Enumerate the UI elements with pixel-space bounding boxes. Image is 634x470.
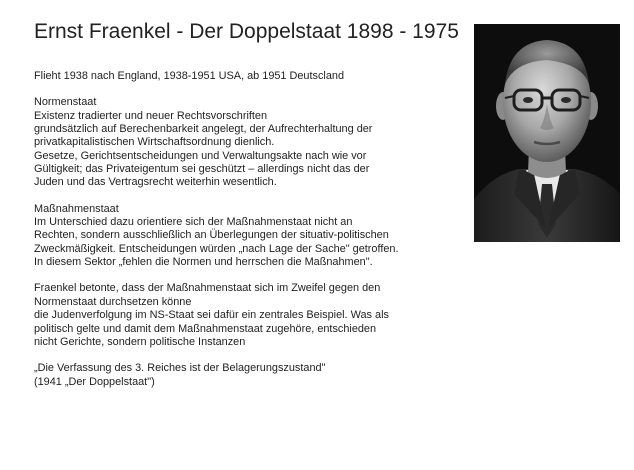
text-line: Existenz tradierter und neuer Rechtsvorschriften bbox=[34, 109, 268, 122]
text-line: In diesem Sektor „fehlen die Normen und herrschen die Maßnahmen". bbox=[34, 256, 373, 269]
intro-paragraph bbox=[34, 70, 466, 83]
quote-line: „Die Verfassung des 3. Reiches ist der Belagerungszustand" bbox=[34, 362, 326, 375]
massnahmenstaat-paragraph bbox=[34, 203, 466, 270]
fraenkel-paragraph bbox=[34, 282, 466, 349]
text-line: Gesetze, Gerichtsentscheidungen und Verwaltungsakte nach wie vor bbox=[34, 149, 367, 162]
text-line: Juden und das Vertragsrecht weiterhin wesentlich. bbox=[34, 176, 277, 189]
text-line: Rechten, sondern ausschließlich an Überlegungen der situativ-politischen bbox=[34, 229, 389, 242]
text-line: privatkapitalistischen Wirtschaftsordnung dienlich. bbox=[34, 136, 275, 149]
text-line: Flieht 1938 nach England, 1938-1951 USA, ab 1951 Deutscland bbox=[34, 70, 345, 82]
text-line: nicht Gerichte, sondern politische Instanzen bbox=[34, 335, 246, 348]
text-line: Im Unterschied dazu orientiere sich der Maßnahmenstaat nicht an bbox=[34, 216, 353, 229]
citation-line: (1941 „Der Doppelstaat") bbox=[34, 375, 155, 388]
slide-content bbox=[34, 70, 466, 402]
text-line: Normenstaat durchsetzen könne bbox=[34, 295, 192, 308]
text-line: Gültigkeit; das Privateigentum sei geschützt – allerdings nicht das der bbox=[34, 163, 370, 176]
text-line: grundsätzlich auf Berechenbarkeit angelegt, der Aufrechterhaltung der bbox=[34, 123, 373, 136]
text-line: die Judenverfolgung im NS-Staat sei dafür ein zentrales Beispiel. Was als bbox=[34, 309, 389, 322]
text-line: Zweckmäßigkeit. Entscheidungen würden „nach Lage der Sache" getroffen. bbox=[34, 242, 399, 255]
normenstaat-paragraph bbox=[34, 96, 466, 189]
text-line: Fraenkel betonte, dass der Maßnahmenstaat sich im Zweifel gegen den bbox=[34, 282, 381, 295]
section-heading: Normenstaat bbox=[34, 96, 97, 109]
text-line: politisch gelte und damit dem Maßnahmenstaat zugehöre, entschieden bbox=[34, 322, 377, 335]
portrait-photo bbox=[474, 24, 620, 242]
slide-title: Ernst Fraenkel - Der Doppelstaat 1898 - 1975 bbox=[34, 20, 459, 43]
section-heading: Maßnahmenstaat bbox=[34, 202, 119, 215]
quote-paragraph bbox=[34, 362, 466, 389]
portrait-icon bbox=[474, 24, 620, 242]
